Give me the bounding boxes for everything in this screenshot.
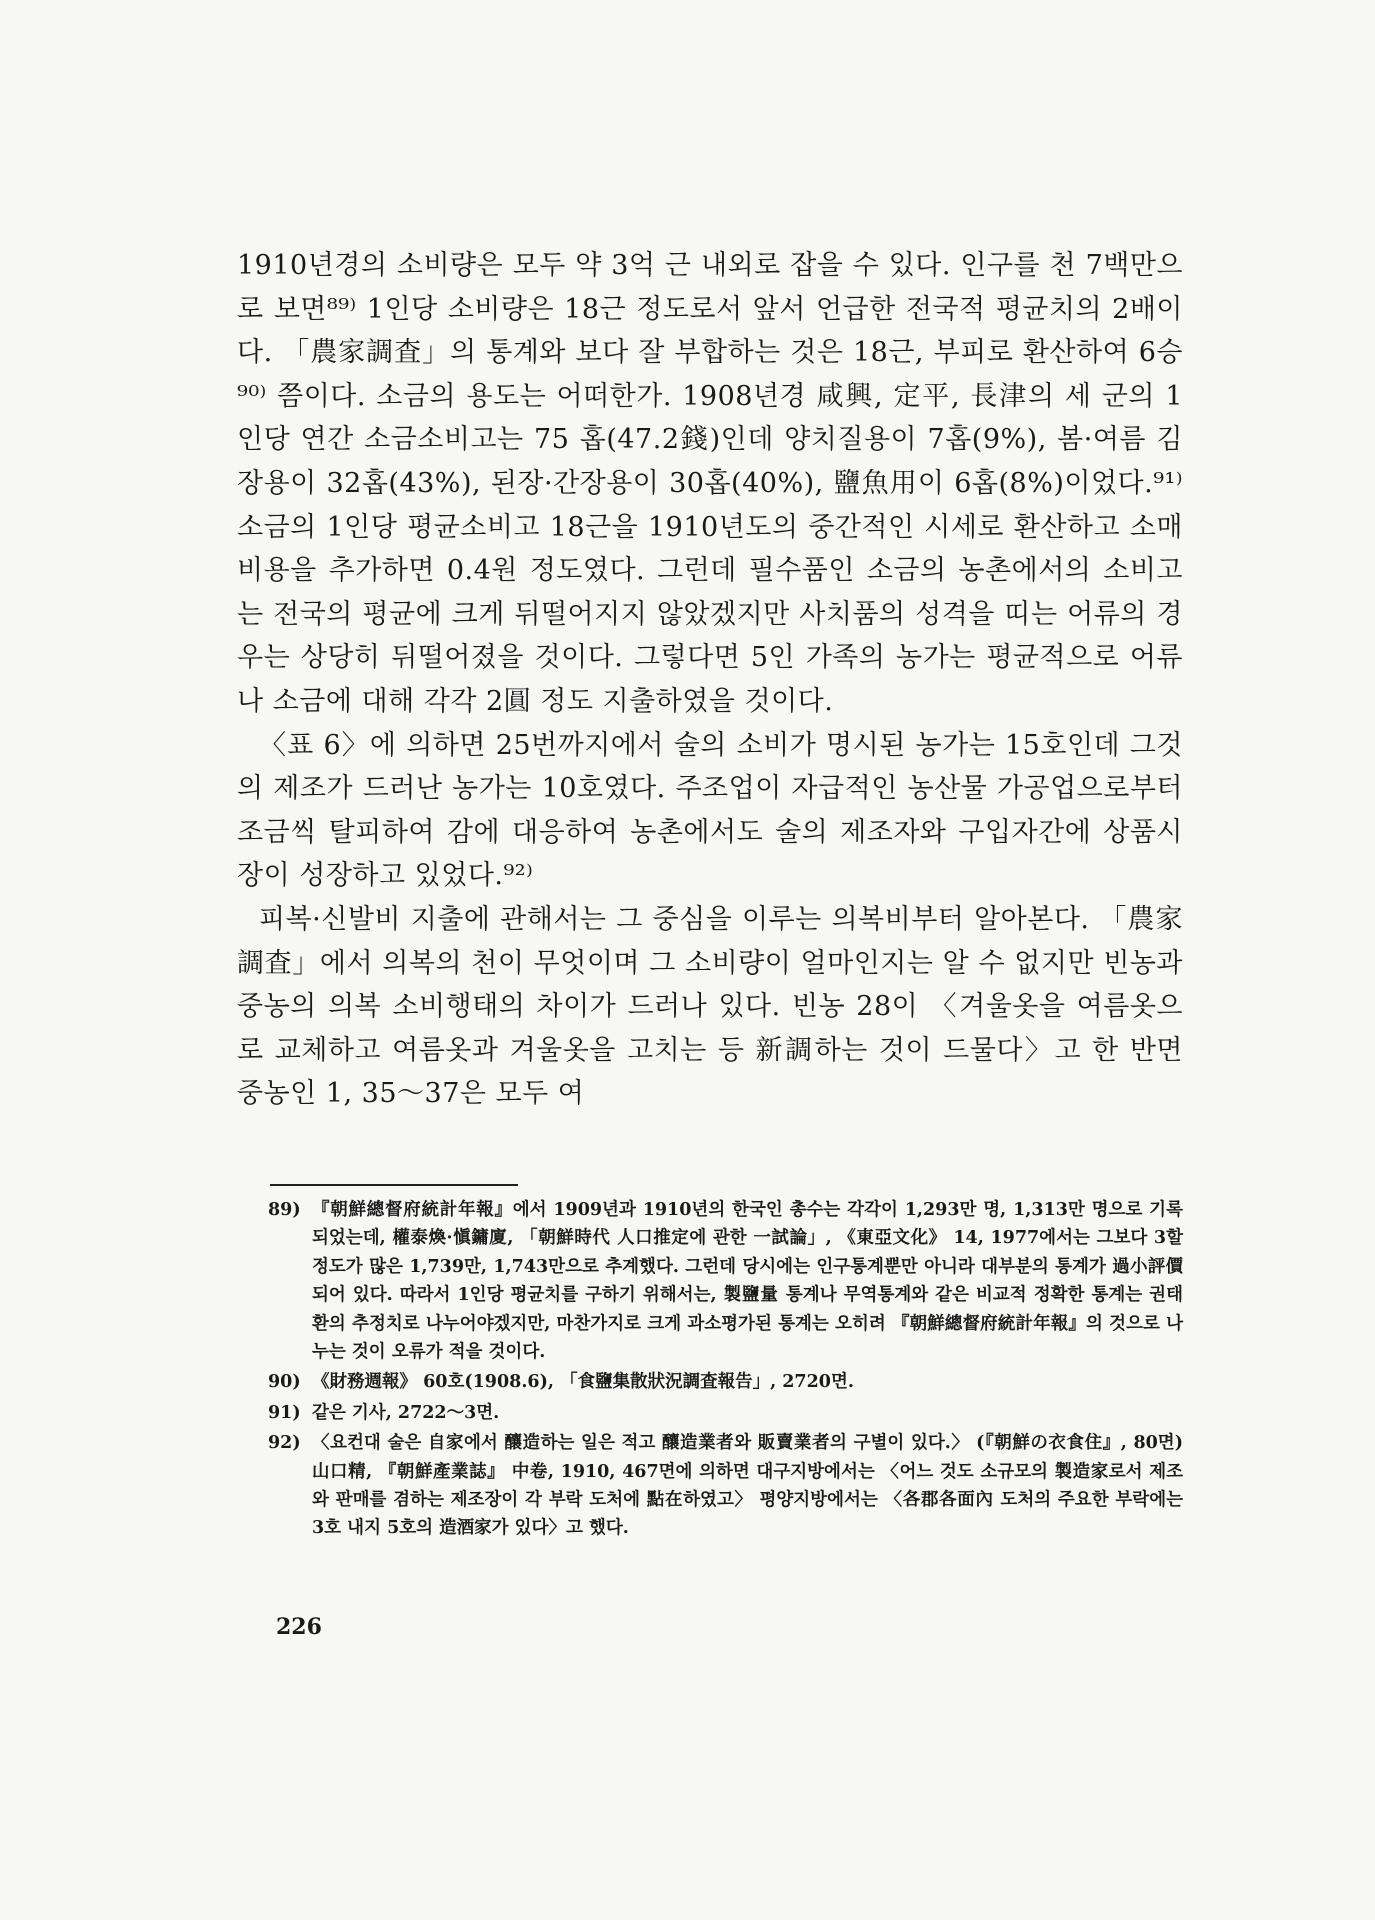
- footnotes: [268, 1196, 1183, 1545]
- footnote: [268, 1399, 1183, 1427]
- paragraph: 1910년경의 소비량은 모두 약 3억 근 내외로 잡을 수 있다. 인구를 천 7백만으로 보면⁸⁹⁾ 1인당 소비량은 18근 정도로서 앞서 언급한 전국적 평균치의 2배이다. 「農家調査」의 통계와 보다 잘 부합하는 것은 18근, 부피로 환산하여 6승⁹⁰⁾ 쯤이다. 소금의 용도는 어떠한가. 1908년경 咸興, 定平, 長津의 세 군의 1인당 연간 소금소비고는 75 홉(47.2錢)인데 양치질용이 7홉(9%), 봄·여름 김장용이 32홉(43%), 된장·간장용이 30홉(40%), 鹽魚用이 6홉(8%)이었다.⁹¹⁾ 소금의 1인당 평균소비고 18근을 1910년도의 중간적인 시세로 환산하고 소매비용을 추가하면 0.4원 정도였다. 그런데 필수품인 소금의 농촌에서의 소비고는 전국의 평균에 크게 뒤떨어지지 않았겠지만 사치품의 성격을 띠는 어류의 경우는 상당히 뒤떨어졌을 것이다. 그렇다면 5인 가족의 농가는 평균적으로 어류나 소금에 대해 각각 2圓 정도 지출하였을 것이다.: [237, 250, 1183, 717]
- footnote-text: 같은 기사, 2722～3면.: [312, 1402, 500, 1423]
- main-text: [237, 244, 1183, 1116]
- page-number: 226: [276, 1614, 322, 1640]
- footnote-text: 〈요컨대 술은 自家에서 釀造하는 일은 적고 釀造業者와 販賣業者의 구별이 있다.〉 (『朝鮮の衣食住』, 80면) 山口精, 『朝鮮產業誌』 中卷, 1910, 467면에 의하면 대구지방에서는 〈어느 것도 소규모의 製造家로서 제조와 판매를 겸하는 제조장이 각 부락 도처에 點在하였고〉 평양지방에서는 〈各郡各面內 도처의 주요한 부락에는 3호 내지 5호의 造酒家가 있다〉고 했다.: [312, 1433, 1183, 1539]
- paragraph: 〈표 6〉에 의하면 25번까지에서 술의 소비가 명시된 농가는 15호인데 그것의 제조가 드러난 농가는 10호였다. 주조업이 자급적인 농산물 가공업으로부터 조금씩 탈피하여 감에 대응하여 농촌에서도 술의 제조자와 구입자간에 상품시장이 성장하고 있었다.⁹²⁾: [237, 729, 1183, 892]
- footnote: [268, 1368, 1183, 1396]
- footnote-text: 《財務週報》 60호(1908.6), 「食鹽集散狀況調査報告」, 2720면.: [312, 1372, 854, 1393]
- footnote-separator: [270, 1184, 518, 1186]
- paragraph: 피복·신발비 지출에 관해서는 그 중심을 이루는 의복비부터 알아본다. 「農家調査」에서 의복의 천이 무엇이며 그 소비량이 얼마인지는 알 수 없지만 빈농과 중농의 의복 소비행태의 차이가 드러나 있다. 빈농 28이 〈겨울옷을 여름옷으로 교체하고 여름옷과 겨울옷을 고치는 등 新調하는 것이 드물다〉고 한 반면 중농인 1, 35～37은 모두 여: [237, 903, 1183, 1110]
- footnote-text: 『朝鮮總督府統計年報』에서 1909년과 1910년의 한국인 총수는 각각이 1,293만 명, 1,313만 명으로 기록되었는데, 權泰煥·愼鏞廈, 「朝鮮時代 人口推定에 관한 一試論」, 《東亞文化》 14, 1977에서는 그보다 3할 정도가 많은 1,739만, 1,743만으로 추계했다. 그런데 당시에는 인구통계뿐만 아니라 대부분의 통계가 過小評價되어 있다. 따라서 1인당 평균치를 구하기 위해서는, 製鹽量 통계나 무역통계와 같은 비교적 정확한 통계는 권태환의 추정치로 나누어야겠지만, 마찬가지로 크게 과소평가된 통계는 오히려 『朝鮮總督府統計年報』의 것으로 나누는 것이 오류가 적을 것이다.: [312, 1200, 1183, 1363]
- footnote-number: 92): [268, 1433, 301, 1454]
- footnote-number: 89): [268, 1200, 301, 1220]
- footnote-number: 90): [268, 1372, 301, 1393]
- footnote: [268, 1196, 1183, 1366]
- footnote-number: 91): [268, 1402, 301, 1423]
- footnote: [268, 1429, 1183, 1543]
